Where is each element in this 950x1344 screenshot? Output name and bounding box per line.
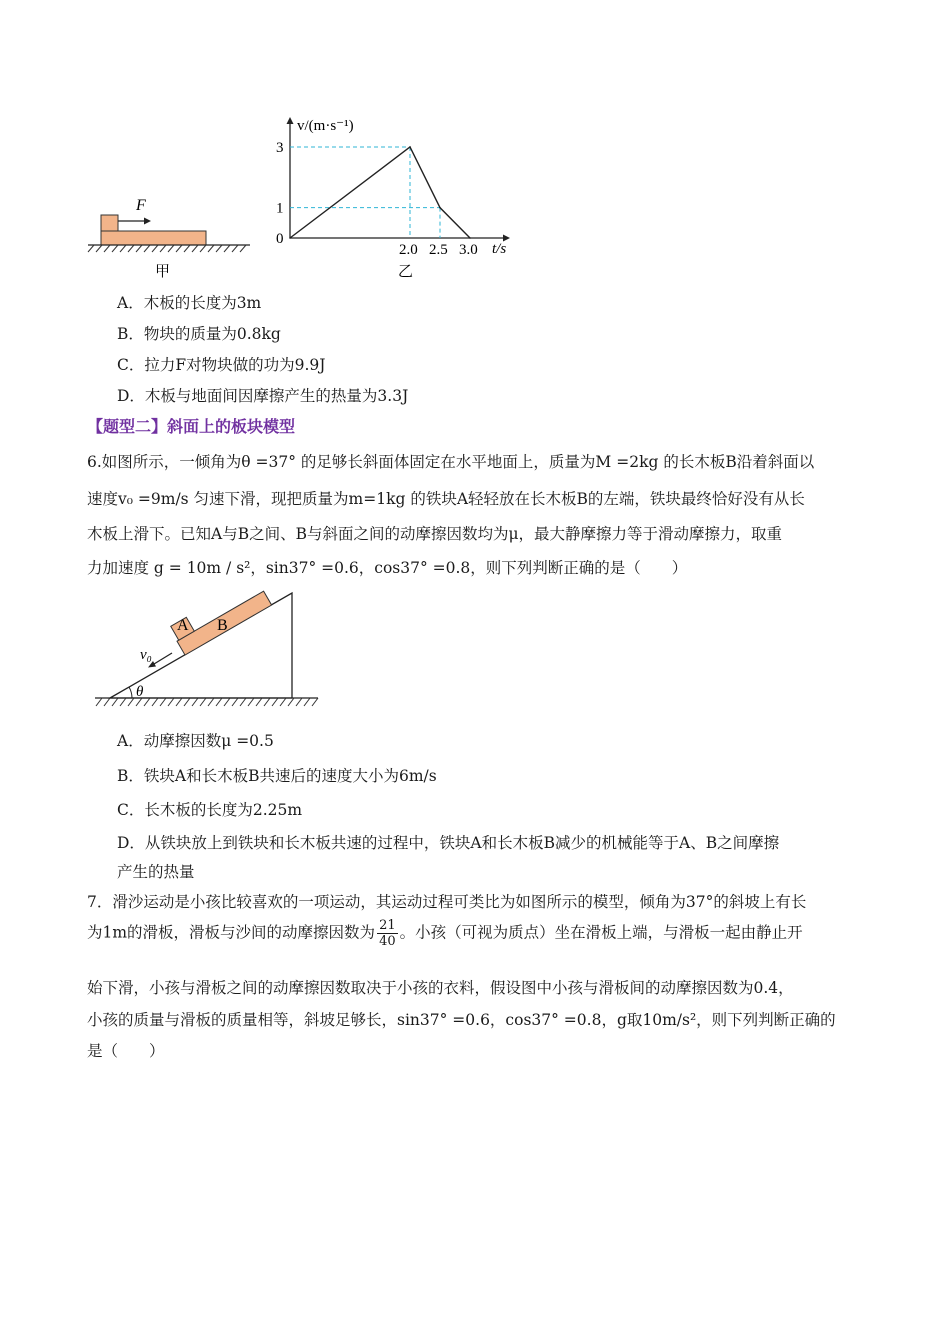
section-heading: 【题型二】斜面上的板块模型 [87,417,296,436]
q6-line-2: 速度v₀ =9m/s 匀速下滑，现把质量为m=1kg 的铁块A轻轻放在长木板B的左端，铁块最终恰好没有从长 [87,490,805,508]
label-theta: θ [136,684,144,700]
ground-hatch [88,245,246,252]
q6-option-c: C．长木板的长度为2.25m [117,801,303,819]
chart-axes [287,117,511,242]
q7-line-2-before: 为1m的滑板，滑板与沙间的动摩擦因数为 [87,923,376,942]
fraction-numerator: 21 [379,918,396,933]
chart-ticks [276,140,478,258]
q6-line-3: 木板上滑下。已知A与B之间、B与斜面之间的动摩擦因数均为μ，最大静摩擦力等于滑动摩擦力，取重 [87,525,783,543]
figure-caption: 乙 [398,264,414,280]
q7-line-3: 始下滑，小孩与滑板之间的动摩擦因数取决于小孩的衣料，假设图中小孩与滑板间的动摩擦因数为0.4， [87,979,794,997]
q5-option-d: D．木板与地面间因摩擦产生的热量为3.3J [117,387,409,405]
y-tick-label-1: 1 [276,200,284,217]
force-label: F [136,197,146,214]
data-point-1 [409,146,411,148]
q7-line-5: 是（ ） [87,1042,165,1060]
y-tick-label-0: 3 [276,140,284,156]
q6-line-1: 6.如图所示，一倾角为θ =37° 的足够长斜面体固定在水平地面上，质量为M =2kg 的长木板B沿着斜面以 [87,453,815,471]
q6-option-b: B．铁块A和长木板B共速后的速度大小为6m/s [117,767,437,785]
q6-option-d: D．从铁块放上到铁块和长木板共速的过程中，铁块A和长木板B减少的机械能等于A、B之间摩擦 [117,834,780,852]
velocity-arrow [154,653,172,664]
figure-yi-vt-chart [260,108,530,288]
q5-option-c: C．拉力F对物块做的功为9.9J [117,356,326,374]
y-axis-label: v/(m·s⁻¹) [297,118,354,134]
figure-caption: 甲 [155,264,171,280]
board [101,231,206,245]
q6-option-a: A．动摩擦因数μ =0.5 [117,732,274,750]
ground-hatch [96,698,318,706]
data-point-0 [289,237,291,239]
y-axis-arrow [287,117,294,124]
x-tick-label-0: 2.0 [399,242,418,258]
x-tick-label-1: 2.5 [429,242,448,258]
label-a: A [177,617,189,634]
force-arrow-head [144,218,151,225]
data-point-3 [469,237,471,239]
figure-jia [80,190,260,285]
q7-line-1: 7．滑沙运动是小孩比较喜欢的一项运动，其运动过程可类比为如图所示的模型，倾角为37°的斜坡上有长 [87,893,807,911]
x-axis-label: t/s [492,241,507,257]
label-v0: v₀ [140,647,152,663]
velocity-series-line [290,147,470,238]
q7-line-2 [87,918,803,949]
figure-incline [90,585,330,715]
q6-option-d-cont: 产生的热量 [117,863,195,881]
x-tick-label-2: 3.0 [459,242,478,258]
q7-line-4: 小孩的质量与滑板的质量相等，斜坡足够长，sin37° =0.6，cos37° =0.8，g取10m/s²，则下列判断正确的 [87,1011,836,1029]
q5-option-b: B．物块的质量为0.8kg [117,325,281,343]
q5-option-a: A．木板的长度为3m [117,294,262,312]
q7-line-2-after: 。小孩（可视为质点）坐在滑板上端，与滑板一起由静止开 [399,923,803,942]
q6-line-4: 力加速度 g = 10m / s²，sin37° =0.6，cos37° =0.8，则下列判断正确的是（ ） [87,559,688,577]
data-point-2 [439,207,441,209]
chart-series [289,146,471,239]
y-tick-label-2: 0 [276,231,284,247]
label-b: B [217,617,228,634]
block [101,215,118,231]
friction-fraction [377,918,398,949]
fraction-denominator: 40 [379,934,396,949]
